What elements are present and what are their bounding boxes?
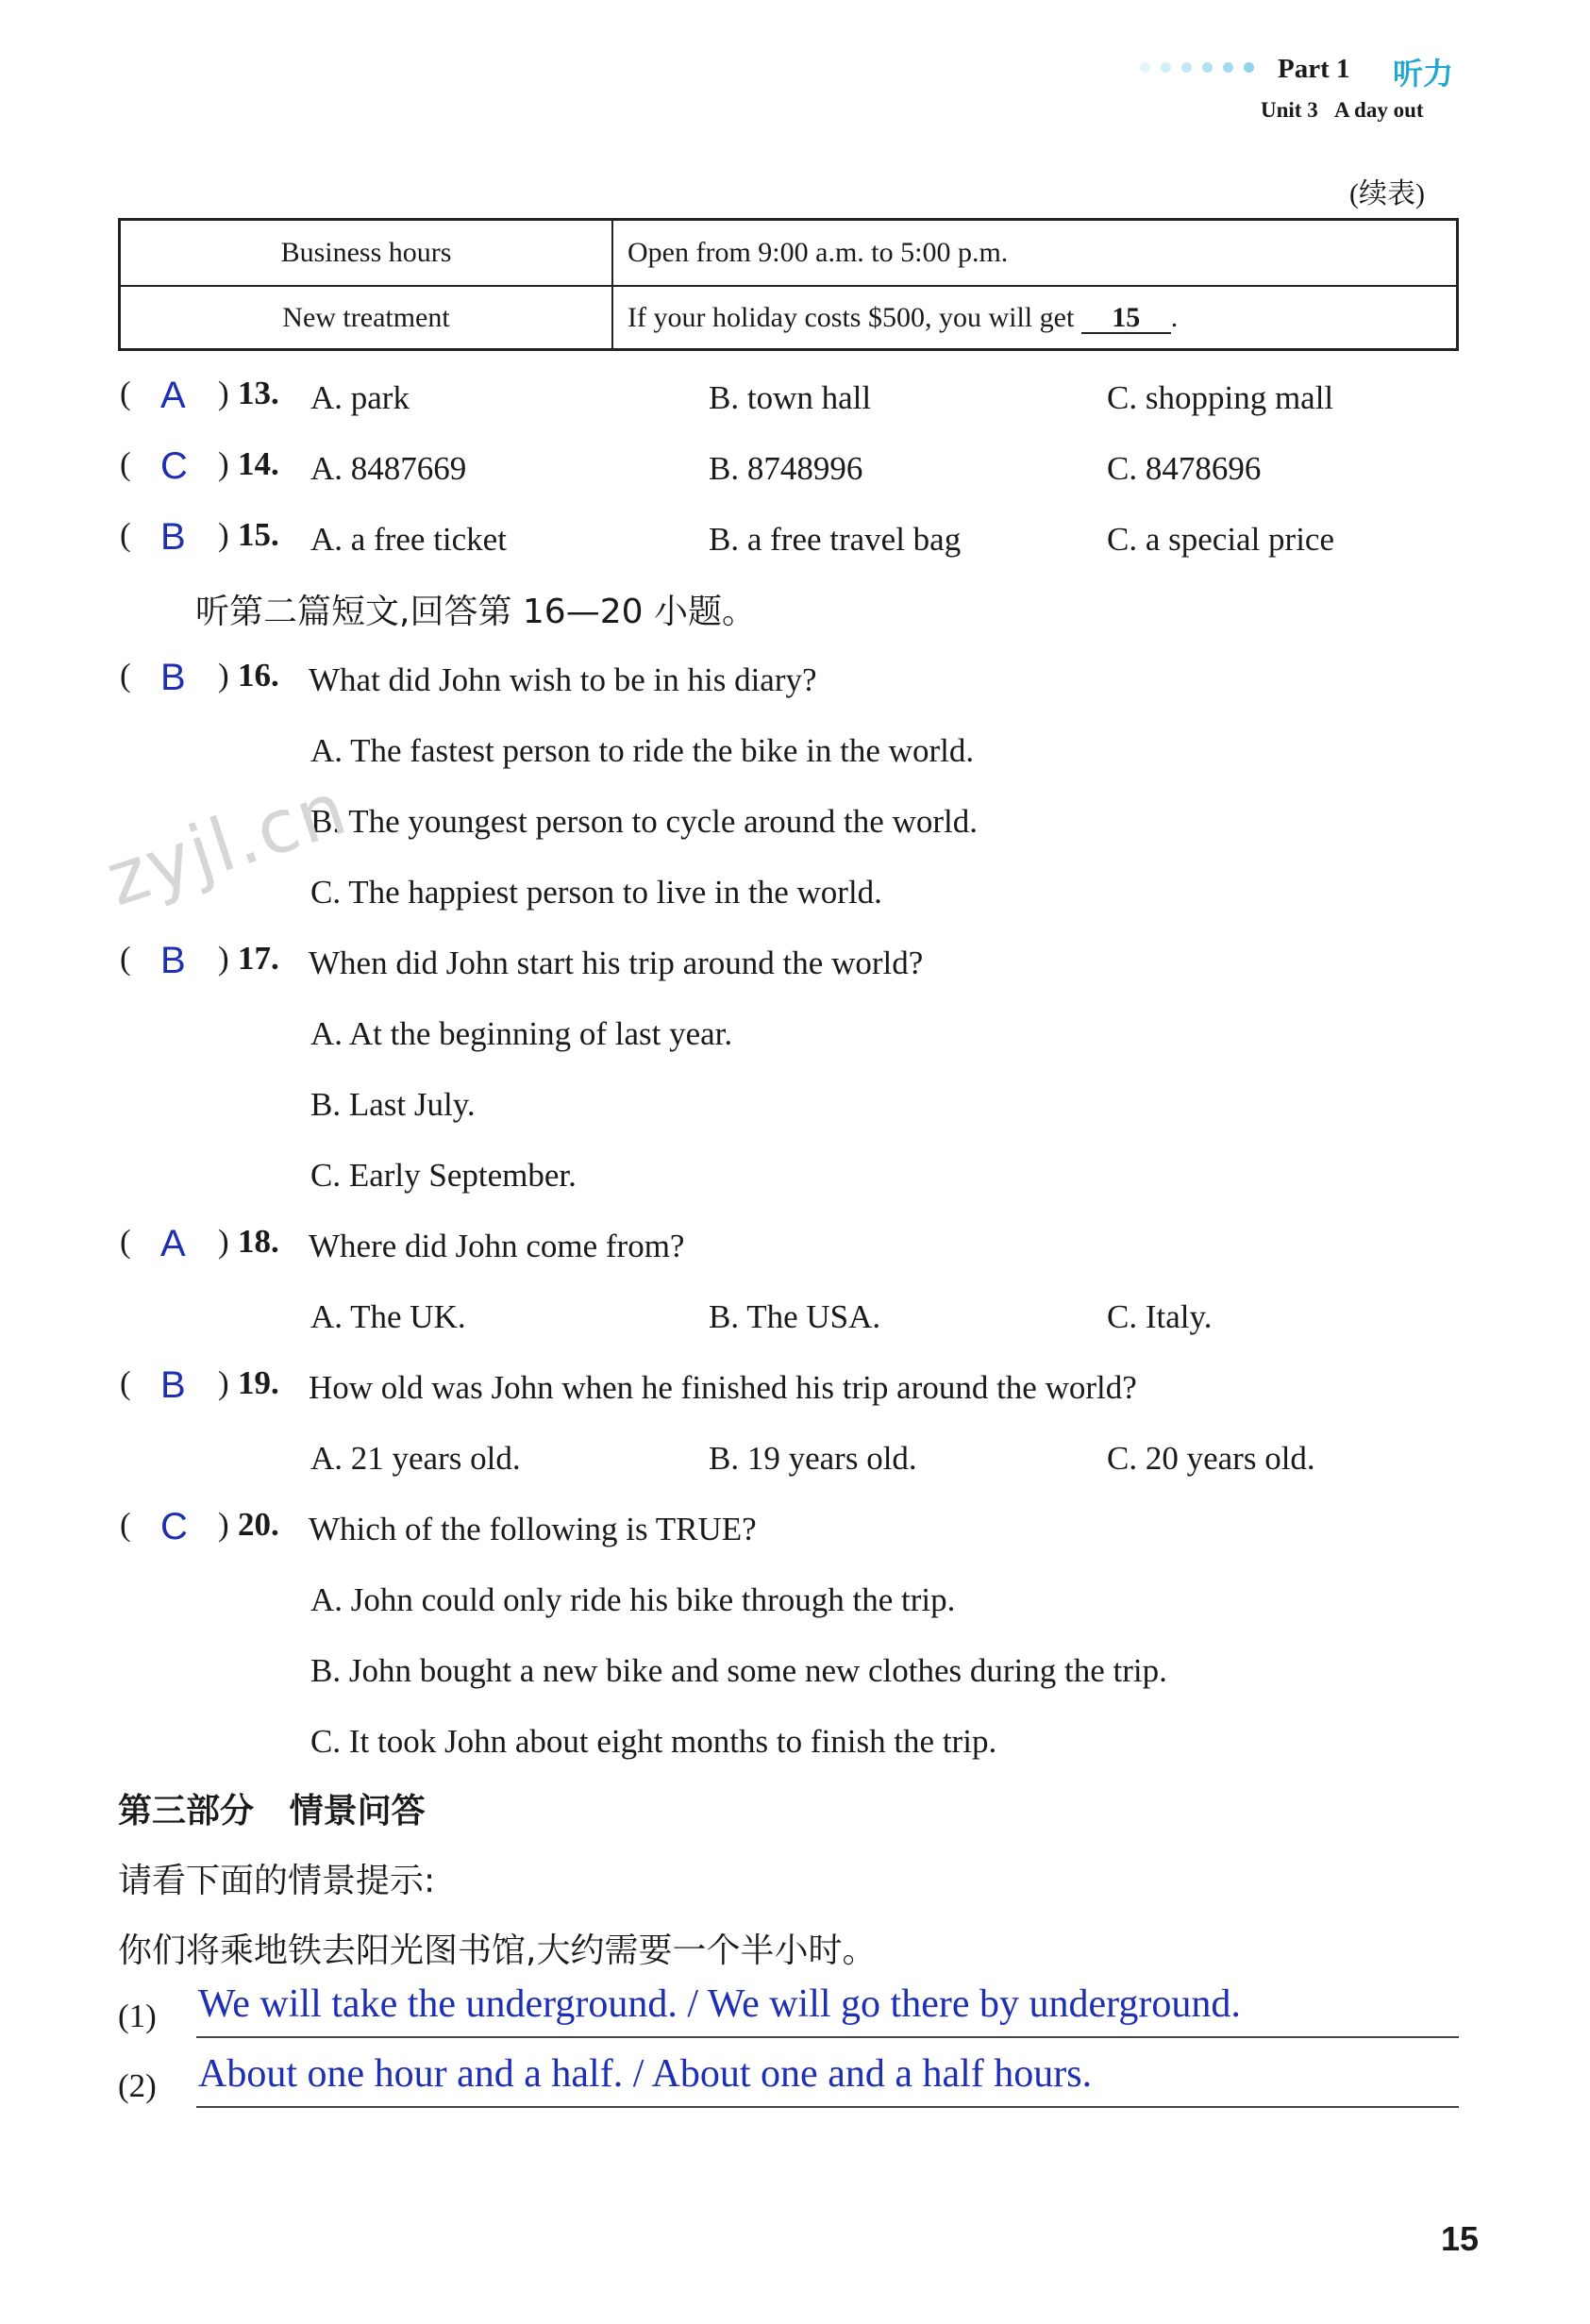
underline	[196, 2106, 1459, 2108]
answer-letter: B	[160, 516, 186, 558]
open-paren: (	[120, 1506, 131, 1543]
close-paren: )	[218, 445, 229, 482]
option-b: B. Last July.	[310, 1086, 476, 1123]
section-title-cn: 听力	[1393, 57, 1454, 91]
answer-number: (1)	[118, 1998, 157, 2034]
info-table	[118, 218, 1459, 351]
table-cell-value: Open from 9:00 a.m. to 5:00 p.m.	[628, 237, 1009, 268]
answer-letter: A	[160, 1223, 186, 1264]
part-label: Part 1	[1278, 54, 1350, 84]
fill-blank: 15	[1081, 304, 1171, 334]
option-a: A. park	[310, 379, 410, 416]
option-c: C. The happiest person to live in the world.	[310, 874, 882, 911]
option-a: A. The fastest person to ride the bike in the world.	[310, 732, 975, 769]
answer-letter: C	[160, 445, 188, 487]
continued-label: (续表)	[1349, 178, 1425, 209]
option-b: B. a free travel bag	[709, 521, 962, 558]
question-number: 16.	[238, 657, 279, 694]
close-paren: )	[218, 657, 229, 694]
question-number: 15.	[238, 516, 279, 553]
question-number: 18.	[238, 1223, 279, 1260]
option-b: B. town hall	[709, 379, 872, 416]
answer-number: (2)	[118, 2067, 157, 2104]
question-stem: When did John start his trip around the world?	[309, 945, 924, 981]
option-c: C. 8478696	[1107, 450, 1262, 487]
option-b: B. 8748996	[709, 450, 863, 487]
option-c: C. Italy.	[1107, 1298, 1213, 1335]
answer-letter: C	[160, 1506, 188, 1547]
question-stem: Where did John come from?	[309, 1228, 685, 1264]
answer-letter: B	[160, 940, 186, 981]
question-number: 13.	[238, 375, 279, 411]
close-paren: )	[218, 1364, 229, 1401]
part3-title: 第三部分 情景问答	[118, 1792, 426, 1831]
question-stem: How old was John when he finished his trip around the world?	[309, 1369, 1137, 1406]
close-paren: )	[218, 940, 229, 977]
option-c: C. shopping mall	[1107, 379, 1334, 416]
underline	[196, 2036, 1459, 2038]
table-row	[121, 221, 1456, 287]
answer-text: About one hour and a half. / About one and a half hours.	[198, 2052, 1093, 2096]
prompt-label: 请看下面的情景提示:	[118, 1862, 436, 1900]
answer-letter: A	[160, 375, 186, 416]
answer-text: We will take the underground. / We will go there by underground.	[198, 1982, 1241, 2026]
question-stem: What did John wish to be in his diary?	[309, 661, 817, 698]
open-paren: (	[120, 516, 131, 553]
close-paren: )	[218, 375, 229, 411]
option-b: B. The USA.	[709, 1298, 881, 1335]
option-a: A. John could only ride his bike through the trip.	[310, 1581, 956, 1618]
option-a: A. At the beginning of last year.	[310, 1015, 733, 1052]
option-a: A. 8487669	[310, 450, 467, 487]
question-number: 14.	[238, 445, 279, 482]
table-cell-label: New treatment	[121, 286, 613, 350]
close-paren: )	[218, 1506, 229, 1543]
question-stem: Which of the following is TRUE?	[309, 1511, 757, 1547]
question-number: 19.	[238, 1364, 279, 1401]
option-c: C. Early September.	[310, 1157, 577, 1194]
answer-letter: B	[160, 1364, 186, 1406]
close-paren: )	[218, 516, 229, 553]
open-paren: (	[120, 657, 131, 694]
option-b: B. The youngest person to cycle around the world.	[310, 803, 978, 840]
option-c: C. a special price	[1107, 521, 1335, 558]
close-paren: )	[218, 1223, 229, 1260]
open-paren: (	[120, 1364, 131, 1401]
option-a: A. 21 years old.	[310, 1440, 521, 1477]
scenario-text: 你们将乘地铁去阳光图书馆,大约需要一个半小时。	[118, 1931, 877, 1970]
passage-instruction: 听第二篇短文,回答第 16—20 小题。	[195, 593, 756, 631]
question-number: 20.	[238, 1506, 279, 1543]
open-paren: (	[120, 940, 131, 977]
option-c: C. 20 years old.	[1107, 1440, 1315, 1477]
open-paren: (	[120, 375, 131, 411]
decorative-dots	[1140, 60, 1264, 79]
question-number: 17.	[238, 940, 279, 977]
answer-letter: B	[160, 657, 186, 698]
table-cell-label: Business hours	[121, 221, 613, 285]
table-cell-value: If your holiday costs $500, you will get 15 .	[628, 302, 1179, 333]
option-b: B. John bought a new bike and some new clothes during the trip.	[310, 1652, 1167, 1689]
option-a: A. The UK.	[310, 1298, 466, 1335]
option-c: C. It took John about eight months to finish the trip.	[310, 1723, 997, 1760]
page-number: 15	[1441, 2219, 1480, 2258]
option-b: B. 19 years old.	[709, 1440, 917, 1477]
table-row	[121, 286, 1456, 350]
unit-label: Unit 3 A day out	[1261, 98, 1424, 122]
open-paren: (	[120, 445, 131, 482]
open-paren: (	[120, 1223, 131, 1260]
watermark: zyjl.cn	[96, 765, 359, 924]
option-a: A. a free ticket	[310, 521, 507, 558]
